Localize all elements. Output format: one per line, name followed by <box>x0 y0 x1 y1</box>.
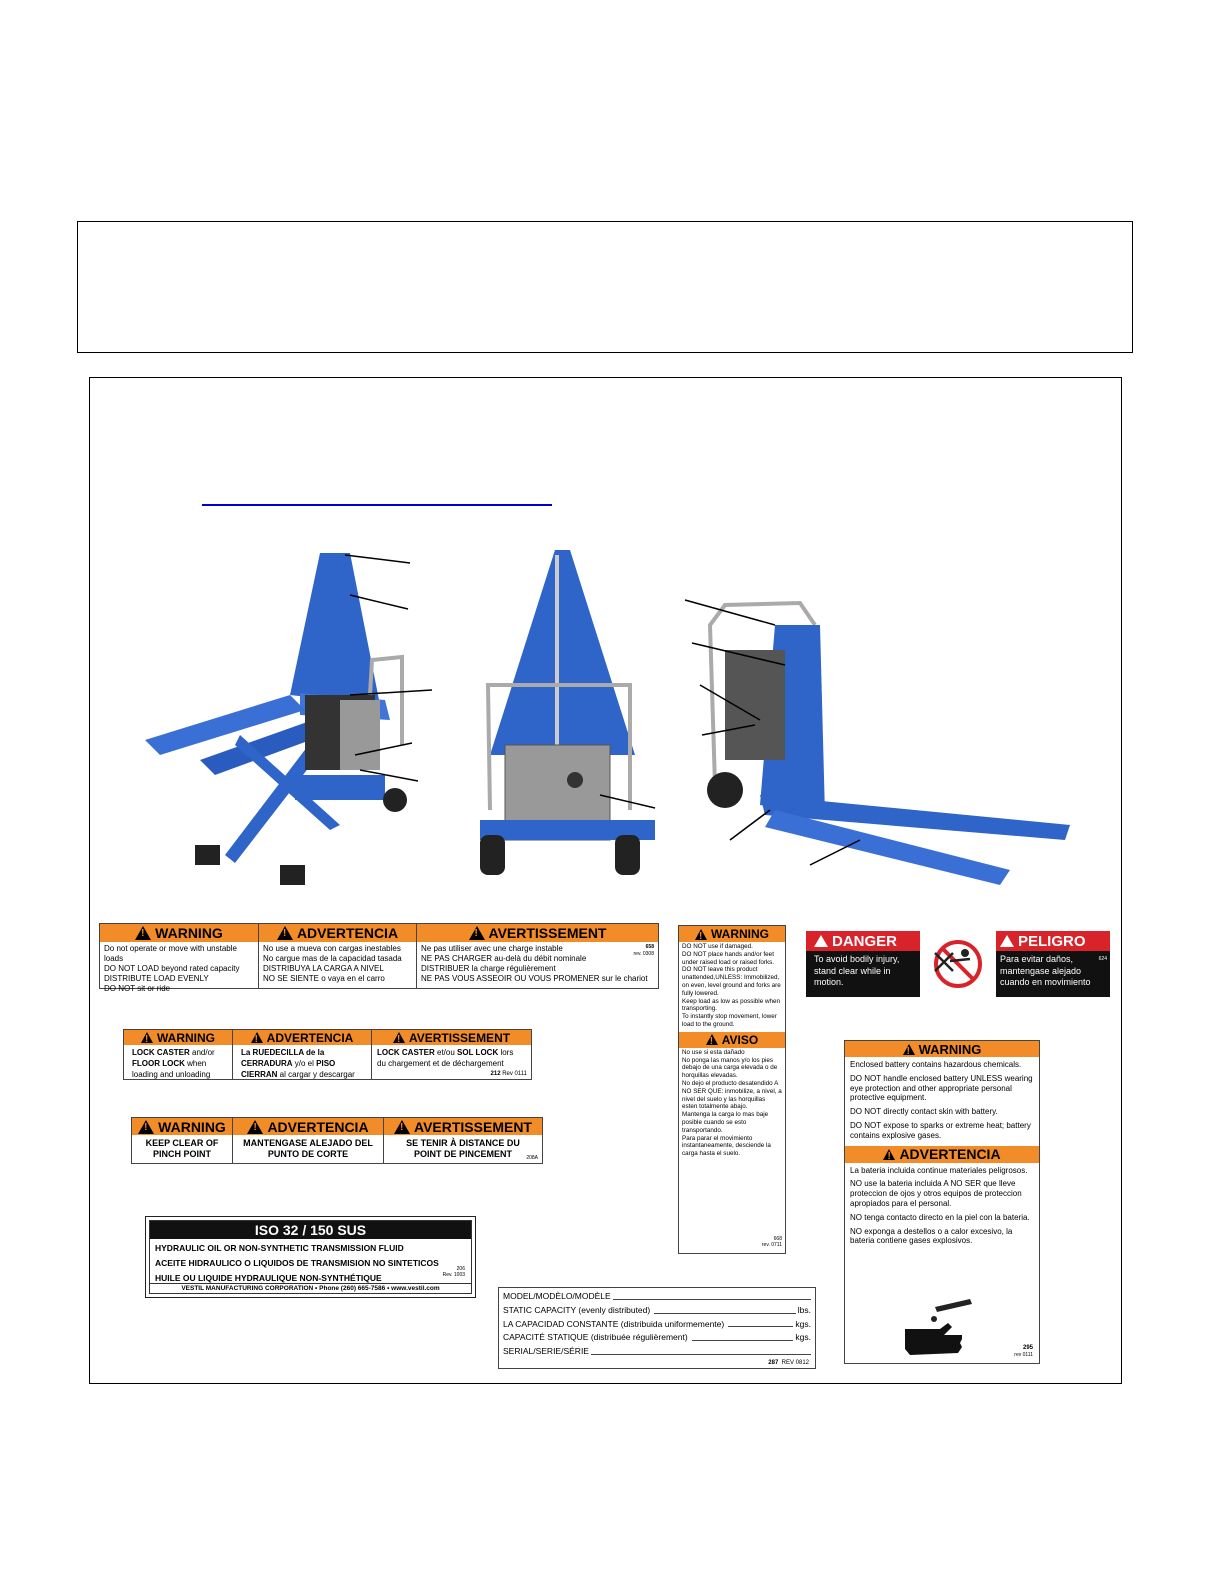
label-code-rev <box>491 1071 527 1077</box>
label-code: 668 <box>773 1236 782 1242</box>
label-line: Ne pas utiliser avec une charge instable <box>421 944 563 953</box>
text-run: al cargar y descargar <box>277 1070 355 1079</box>
label-line: No use si esta dañado <box>682 1048 745 1056</box>
label-line: NO SE SIENTE o vaya en el carro <box>263 974 385 983</box>
label-text: KEEP CLEAR OF PINCH POINT <box>145 1138 219 1159</box>
label-rev: REV 0812 <box>781 1360 809 1366</box>
lock-caster-label-212 <box>123 1029 532 1080</box>
danger-triangle-icon <box>1000 935 1014 947</box>
label-line: DISTRIBUYA LA CARGA A NIVEL <box>263 964 384 973</box>
hyperlink-underline[interactable] <box>202 504 552 506</box>
warning-triangle-icon <box>394 1120 410 1134</box>
label-rev: rev. 0711 <box>761 1242 782 1248</box>
label-line: DO NOT sit or ride <box>104 984 171 993</box>
aviso-title: AVISO <box>721 1032 759 1047</box>
unit-label: lbs. <box>797 1304 811 1315</box>
warning-triangle-icon <box>903 1044 915 1055</box>
battery-warning-label-295 <box>844 1040 1040 1364</box>
corrosive-hand-icon <box>900 1299 980 1361</box>
text-run: du chargement et de déchargement <box>377 1059 504 1068</box>
label-line: DISTRIBUTE LOAD EVENLY <box>104 974 209 983</box>
label-rev: rev. 0308 <box>633 951 654 957</box>
advertencia-title: ADVERTENCIA <box>296 925 399 941</box>
warning-title: WARNING <box>155 925 223 941</box>
advertencia-title: ADVERTENCIA <box>899 1146 1001 1163</box>
label-line: NO use la bateria incluida A NO SER que lleve proteccion de ojos y otros equipos de proteccion apropiados para el personal. <box>850 1179 1022 1208</box>
warning-title: WARNING <box>158 1118 226 1135</box>
text-run: loading and unloading <box>132 1070 211 1079</box>
label-line: DO NOT place hands and/or feet under raised load or raised forks. <box>682 950 775 966</box>
truck-image-rear-view <box>470 545 670 885</box>
label-line: No ponga las manos y/o los pies debajo de una carga elevada o de horquillas elevadas. <box>682 1056 778 1080</box>
text-run: PISO <box>316 1059 336 1068</box>
text-run: y/o el <box>292 1059 317 1068</box>
label-line: Para parar el movimiento instantaneamente, desciende la carga hasta el suelo. <box>682 1134 771 1158</box>
statique-capacity-label: CAPACITÉ STATIQUE (distribuée régulièrement) <box>503 1332 688 1343</box>
iso-line: ACEITE HIDRAULICO O LIQUIDOS DE TRANSMISION NO SINTETICOS <box>155 1258 439 1268</box>
avertissement-title: AVERTISSEMENT <box>414 1118 532 1135</box>
text-run: La RUEDECILLA de la <box>241 1048 325 1057</box>
label-line: DO NOT leave this product unattended,UNLESS: Immobilized, on even, level ground and forks are fully lowered. <box>682 966 781 997</box>
label-code: 208A <box>526 1155 538 1161</box>
label-text: SE TENIR À DISTANCE DU POINT DE PINCEMENT <box>406 1138 520 1159</box>
text-run: FLOOR LOCK <box>132 1059 185 1068</box>
warning-triangle-icon <box>251 1032 263 1043</box>
serial-field-label: SERIAL/SERIE/SÉRIE <box>503 1346 589 1357</box>
header-box <box>77 221 1133 353</box>
label-line: No cargue mas de la capacidad tasada <box>263 954 402 963</box>
label-line: NO tenga contacto directo en la piel con la bateria. <box>850 1212 1030 1222</box>
unit-label: kgs. <box>795 1318 811 1329</box>
text-run: et/ou <box>434 1048 458 1057</box>
danger-label-624 <box>806 931 1110 997</box>
warning-triangle-icon <box>469 926 485 940</box>
no-riding-icon <box>920 931 996 997</box>
label-code: 624 <box>1098 956 1107 962</box>
iso-line: HUILE OU LIQUIDE HYDRAULIQUE NON-SYNTHÉTIQUE <box>155 1273 382 1283</box>
label-line: DISTRIBUER la charge régulièrement <box>421 964 556 973</box>
danger-text: Para evitar daños, mantengase alejado cuando en movimiento <box>1000 954 1091 987</box>
label-line: DO NOT LOAD beyond rated capacity <box>104 964 240 973</box>
label-line: Enclosed battery contains hazardous chemicals. <box>850 1060 1022 1069</box>
truck-image-side-view <box>680 595 1075 890</box>
warning-triangle-icon <box>883 1149 895 1160</box>
model-field-label: MODEL/MODÈLO/MODÈLE <box>503 1291 611 1301</box>
text-run: SOL LOCK <box>457 1048 499 1057</box>
label-code: 287 <box>768 1360 779 1366</box>
avertissement-title: AVERTISSEMENT <box>408 1030 511 1045</box>
warning-triangle-icon <box>138 1120 154 1134</box>
text-run: and/or <box>189 1048 215 1057</box>
advertencia-title: ADVERTENCIA <box>267 1118 369 1135</box>
iso-title: ISO 32 / 150 SUS <box>150 1221 471 1239</box>
capacity-label-287 <box>498 1287 816 1369</box>
text-run: LOCK CASTER <box>377 1048 435 1057</box>
label-code-rev <box>768 1360 809 1366</box>
hydraulic-oil-label-206 <box>145 1216 476 1298</box>
label-line: NE PAS VOUS ASSEOIR OU VOUS PROMENER sur le chariot <box>421 974 648 983</box>
label-line: La bateria incluida continue materiales peligrosos. <box>850 1165 1028 1175</box>
advertencia-title: ADVERTENCIA <box>266 1030 354 1045</box>
danger-text: To avoid bodily injury, stand clear while in motion. <box>814 954 900 987</box>
label-rev: Rev 0111 <box>502 1071 527 1077</box>
warning-triangle-icon <box>706 1034 718 1045</box>
warning-title: WARNING <box>711 927 769 941</box>
pinch-point-label-208a <box>131 1117 543 1164</box>
warning-triangle-icon <box>695 929 707 940</box>
text-run: when <box>184 1059 207 1068</box>
warning-triangle-icon <box>393 1032 405 1043</box>
text-run: CIERRAN <box>241 1070 278 1079</box>
text-run: lors <box>498 1048 514 1057</box>
label-code: 206 <box>456 1266 465 1272</box>
label-line: To instantly stop movement, lower load to the ground. <box>682 1013 777 1028</box>
constante-capacity-label: LA CAPACIDAD CONSTANTE (distribuida uniformemente) <box>503 1318 725 1329</box>
warning-title: WARNING <box>918 1041 982 1057</box>
label-line: NO exponga a destellos o a calor excesivo, la bateria contiene gases explosivos. <box>850 1226 1013 1246</box>
avertissement-title: AVERTISSEMENT <box>488 925 607 941</box>
danger-triangle-icon <box>814 935 828 947</box>
vertical-warning-label-668 <box>678 925 786 1254</box>
label-rev: rev 0111 <box>1014 1352 1033 1358</box>
label-line: No dejo el producto desatendido A NO SER QUE: inmobilize, a nivel, a nivel del suelo y las horquillas esten totalmente abajo. <box>682 1079 782 1111</box>
label-line: NE PAS CHARGER au-delà du débit nominale <box>421 954 587 963</box>
label-line: Do not operate or move with unstable loads <box>104 944 237 963</box>
truck-image-left-view <box>140 545 440 890</box>
label-line: DO NOT use if damaged. <box>682 943 753 950</box>
label-line: DO NOT handle enclosed battery UNLESS wearing eye protection and other appropriate personal protective equipment. <box>850 1073 1033 1103</box>
warning-label-658 <box>99 923 659 993</box>
peligro-title: PELIGRO <box>1018 932 1086 950</box>
label-text: MANTENGASE ALEJADO DEL PUNTO DE CORTE <box>243 1138 373 1159</box>
label-line: DO NOT expose to sparks or extreme heat; battery contains explosive gases. <box>850 1120 1031 1140</box>
iso-line: HYDRAULIC OIL OR NON-SYNTHETIC TRANSMISSION FLUID <box>155 1243 404 1253</box>
static-capacity-label: STATIC CAPACITY (evenly distributed) <box>503 1304 651 1315</box>
danger-title: DANGER <box>832 932 898 950</box>
label-line: Keep load as low as possible when transporting. <box>682 997 781 1013</box>
label-rev: Rev. 1003 <box>442 1272 465 1278</box>
warning-triangle-icon <box>141 1032 153 1043</box>
warning-triangle-icon <box>135 926 151 940</box>
label-code: 212 <box>490 1071 501 1077</box>
unit-label: kgs. <box>795 1332 811 1343</box>
label-code: 658 <box>645 944 654 950</box>
warning-title: WARNING <box>157 1030 215 1045</box>
text-run: LOCK CASTER <box>132 1048 190 1057</box>
text-run: CERRADURA <box>241 1059 293 1068</box>
iso-footer: VESTIL MANUFACTURING CORPORATION • Phone (260) 665-7586 • www.vestil.com <box>150 1283 471 1293</box>
warning-triangle-icon <box>277 926 293 940</box>
warning-triangle-icon <box>247 1120 263 1134</box>
label-line: Mantenga la carga lo mas baje posible cuando se esto transportando. <box>682 1111 769 1134</box>
label-line: No use a mueva con cargas inestables <box>263 944 401 953</box>
label-code: 295 <box>1022 1345 1033 1351</box>
label-line: DO NOT directly contact skin with battery. <box>850 1107 998 1117</box>
